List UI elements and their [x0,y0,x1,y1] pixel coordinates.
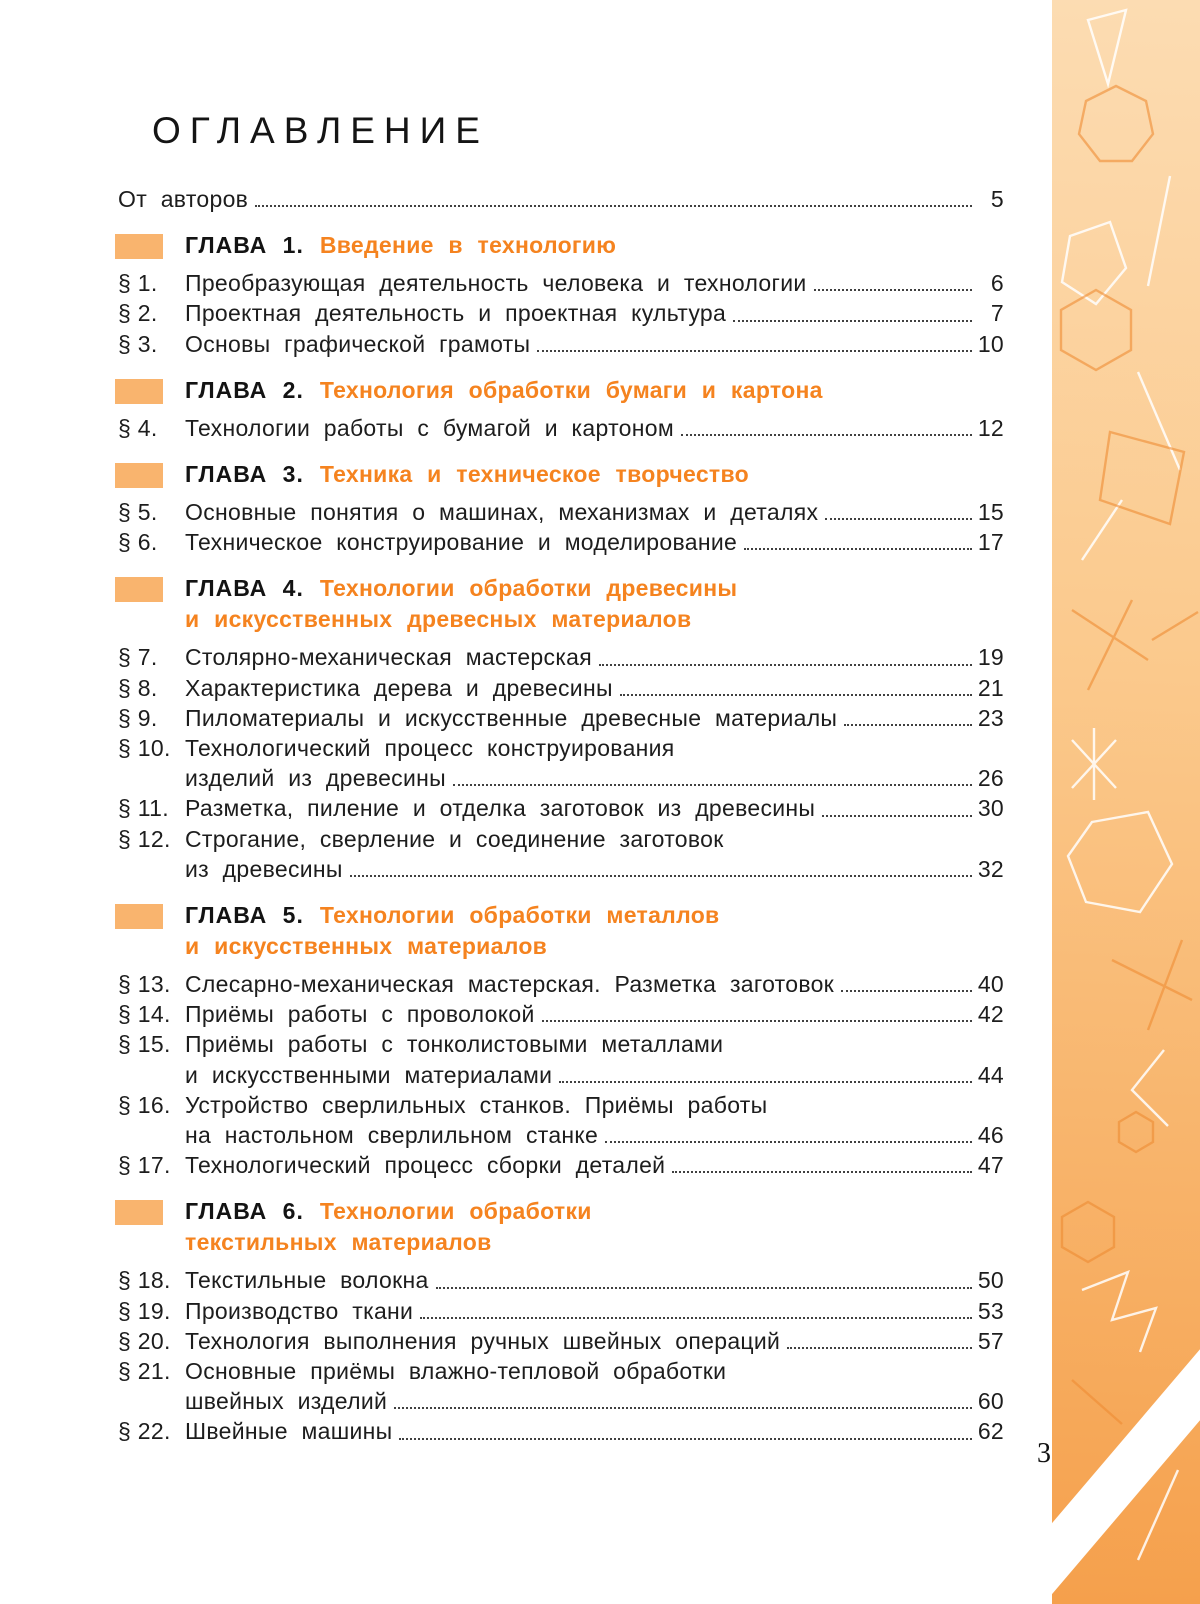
entry-title: Преобразующая деятельность человека и технологии [185,270,807,297]
toc-chapter-heading [118,230,1004,261]
entry-title: Столярно-механическая мастерская [185,644,593,671]
entry-line [185,1356,1004,1386]
toc-section-entry [118,733,1004,793]
toc-section-entry [118,673,1004,703]
entry-title: Текстильные волокна [185,1267,429,1294]
entry-page-number: 47 [977,1152,1004,1179]
entry-line [118,184,1004,214]
entry-title: Строгание, сверление и соединение заготовок [185,825,724,852]
entry-title: Устройство сверлильных станков. Приёмы работы [185,1091,768,1118]
toc-section-entry [118,1090,1004,1150]
entry-line [185,1326,1004,1356]
dot-leader [599,664,972,666]
section-number: § 14. [118,1001,171,1028]
entry-body [185,1356,1004,1416]
entry-page-number: 15 [977,499,1004,526]
section-number: § 16. [118,1091,171,1118]
toc-chapter-heading [118,459,1004,490]
page-title: ОГЛАВЛЕНИЕ [152,110,489,151]
entry-line [185,1150,1004,1180]
chapter-heading-line [185,573,1004,604]
entry-body [185,298,1004,328]
toc-section-entry [118,642,1004,672]
entry-line [185,763,1004,793]
entry-line [185,1386,1004,1416]
entry-page-number: 10 [977,330,1004,357]
folio-page-number: 3 [1037,1438,1051,1469]
section-number: § 8. [118,674,158,701]
entry-line [185,1416,1004,1446]
entry-body [185,999,1004,1029]
entry-title: Технологии работы с бумагой и картоном [185,414,674,441]
toc-section-entry [118,969,1004,999]
entry-line [185,1120,1004,1150]
entry-title: Производство ткани [185,1297,414,1324]
toc-section-entry [118,413,1004,443]
toc-section-entry [118,527,1004,557]
dot-leader [399,1438,972,1440]
entry-line [185,329,1004,359]
chapter-title: Техника и техническое творчество [319,461,749,488]
section-number: § 13. [118,971,171,998]
entry-page-number: 53 [977,1297,1004,1324]
entry-line [185,703,1004,733]
toc-chapter-heading [118,375,1004,406]
entry-page-number: 62 [977,1418,1004,1445]
toc-section-entry [118,268,1004,298]
section-number: § 18. [118,1267,171,1294]
dot-leader [453,784,972,786]
entry-page-number: 19 [977,644,1004,671]
toc-section-entry [118,1356,1004,1416]
toc-section-entry [118,1150,1004,1180]
section-number: § 17. [118,1152,171,1179]
entry-body [185,969,1004,999]
toc-section-entry [118,999,1004,1029]
section-number: § 6. [118,529,158,556]
entry-title: Слесарно-механическая мастерская. Разметка заготовок [185,971,835,998]
entry-page-number: 32 [977,855,1004,882]
entry-line [185,1296,1004,1326]
chapter-heading-line [185,900,1004,931]
dot-leader [605,1141,972,1143]
dot-leader [620,694,972,696]
entry-line [185,298,1004,328]
dot-leader [537,350,972,352]
dot-leader [672,1171,972,1173]
chapter-marker [115,463,163,488]
entry-title: Швейные машины [185,1418,393,1445]
entry-title: на настольном сверлильном станке [185,1122,599,1149]
entry-body [185,824,1004,884]
entry-page-number: 26 [977,765,1004,792]
entry-title: Технологический процесс конструирования [185,735,675,762]
dot-leader [733,320,972,322]
chapter-title: Технологии обработки металлов [319,902,720,929]
dot-leader [542,1020,972,1022]
entry-page-number: 17 [977,529,1004,556]
chapter-label: ГЛАВА 1. [185,232,304,259]
entry-line [185,793,1004,823]
entry-body [185,527,1004,557]
entry-title: Основные понятия о машинах, механизмах и деталях [185,499,819,526]
dot-leader [744,548,972,550]
toc-list [118,184,1004,1447]
section-number: § 11. [118,795,169,822]
entry-page-number: 57 [977,1327,1004,1354]
dot-leader [350,875,972,877]
entry-title: От авторов [118,186,249,212]
toc-section-entry [118,1265,1004,1295]
chapter-label: ГЛАВА 5. [185,902,304,929]
entry-line [185,824,1004,854]
entry-body [185,1029,1004,1089]
entry-body [185,733,1004,793]
entry-title: и искусственными материалами [185,1061,553,1088]
entry-line [185,413,1004,443]
toc-section-entry [118,1029,1004,1089]
entry-page-number: 42 [977,1001,1004,1028]
toc-chapter-heading [118,1196,1004,1258]
chapter-title: Технологии обработки [319,1198,592,1225]
section-number: § 4. [118,414,158,441]
section-number: § 22. [118,1418,171,1445]
dot-leader [681,434,972,436]
toc-section-entry [118,1416,1004,1446]
toc-chapter-heading [118,573,1004,635]
dot-leader [436,1287,972,1289]
section-number: § 15. [118,1031,171,1058]
chapter-heading-line [185,931,1004,962]
toc-section-entry [118,1326,1004,1356]
chapter-heading-line [185,459,1004,490]
dot-leader [822,815,972,817]
entry-line [185,268,1004,298]
right-decorative-band [1052,0,1200,1604]
chapter-title: и искусственных материалов [185,933,548,960]
toc-section-entry [118,298,1004,328]
toc-chapter-heading [118,900,1004,962]
entry-page-number: 5 [990,186,1004,212]
section-number: § 12. [118,825,171,852]
section-number: § 9. [118,704,158,731]
chapter-title: Введение в технологию [319,232,617,259]
entry-line [185,1090,1004,1120]
entry-title: изделий из древесины [185,765,446,792]
entry-body [185,1326,1004,1356]
entry-title: Технологический процесс сборки деталей [185,1152,666,1179]
chapter-title: и искусственных древесных материалов [185,606,692,633]
toc-section-entry [118,793,1004,823]
chapter-heading-line [185,1196,1004,1227]
entry-title: Разметка, пиление и отделка заготовок из древесины [185,795,816,822]
entry-line [185,733,1004,763]
dot-leader [814,289,973,291]
dot-leader [255,205,972,207]
chapter-heading-line [185,1227,1004,1258]
entry-title: швейных изделий [185,1388,388,1415]
chapter-marker [115,1200,163,1225]
entry-line [185,854,1004,884]
entry-page-number: 50 [977,1267,1004,1294]
entry-body [185,497,1004,527]
entry-body [185,793,1004,823]
section-number: § 7. [118,644,158,671]
chapter-label: ГЛАВА 2. [185,376,304,403]
entry-title: Технология выполнения ручных швейных операций [185,1327,781,1354]
entry-page-number: 30 [977,795,1004,822]
section-number: § 19. [118,1297,171,1324]
entry-title: Пиломатериалы и искусственные древесные материалы [185,704,838,731]
entry-body [185,413,1004,443]
entry-title: Основы графической грамоты [185,330,531,357]
entry-body [185,329,1004,359]
toc-section-entry [118,703,1004,733]
band-decorative-shapes [1052,0,1200,1604]
entry-title: Техническое конструирование и моделирование [185,529,738,556]
entry-line [185,1029,1004,1059]
chapter-marker [115,904,163,929]
toc-section-entry [118,329,1004,359]
entry-page-number: 7 [990,300,1004,327]
entry-body [185,1150,1004,1180]
section-number: § 5. [118,499,158,526]
entry-page-number: 21 [977,674,1004,701]
section-number: § 21. [118,1358,171,1385]
dot-leader [420,1317,972,1319]
entry-page-number: 46 [977,1122,1004,1149]
chapter-marker [115,234,163,259]
dot-leader [825,518,972,520]
toc-entry [118,184,1004,214]
chapter-marker [115,577,163,602]
chapter-heading-line [185,230,1004,261]
entry-body [185,642,1004,672]
table-of-contents [118,110,1004,1447]
chapter-heading-line [185,375,1004,406]
entry-line [185,642,1004,672]
entry-body [185,268,1004,298]
chapter-label: ГЛАВА 6. [185,1198,304,1225]
chapter-title: текстильных материалов [185,1229,492,1256]
entry-title: Основные приёмы влажно-тепловой обработки [185,1358,727,1385]
entry-body [185,673,1004,703]
entry-page-number: 40 [977,971,1004,998]
entry-title: Проектная деятельность и проектная культура [185,300,727,327]
dot-leader [844,724,972,726]
dot-leader [559,1081,972,1083]
entry-page-number: 44 [977,1061,1004,1088]
entry-body [185,1265,1004,1295]
entry-line [185,527,1004,557]
chapter-title: Технология обработки бумаги и картона [319,376,823,403]
chapter-label: ГЛАВА 3. [185,461,304,488]
entry-line [185,497,1004,527]
entry-line [185,999,1004,1029]
section-number: § 20. [118,1327,171,1354]
section-number: § 10. [118,735,171,762]
entry-page-number: 12 [977,414,1004,441]
entry-line [185,1060,1004,1090]
entry-title: Характеристика дерева и древесины [185,674,613,701]
section-number: § 2. [118,300,158,327]
entry-title: Приёмы работы с тонколистовыми металлами [185,1031,724,1058]
entry-body [185,1296,1004,1326]
entry-page-number: 6 [990,270,1004,297]
toc-section-entry [118,1296,1004,1326]
entry-page-number: 23 [977,704,1004,731]
dot-leader [787,1347,972,1349]
section-number: § 3. [118,330,158,357]
entry-title: Приёмы работы с проволокой [185,1001,535,1028]
chapter-title: Технологии обработки древесины [319,575,738,602]
entry-body [185,1416,1004,1446]
chapter-label: ГЛАВА 4. [185,575,304,602]
toc-section-entry [118,497,1004,527]
dot-leader [394,1407,972,1409]
entry-body [118,184,1004,214]
dot-leader [841,990,972,992]
chapter-marker [115,379,163,404]
entry-title: из древесины [185,855,343,882]
section-number: § 1. [118,270,158,297]
entry-line [185,1265,1004,1295]
entry-line [185,673,1004,703]
entry-page-number: 60 [977,1388,1004,1415]
entry-line [185,969,1004,999]
entry-body [185,703,1004,733]
toc-section-entry [118,824,1004,884]
entry-body [185,1090,1004,1150]
chapter-heading-line [185,604,1004,635]
